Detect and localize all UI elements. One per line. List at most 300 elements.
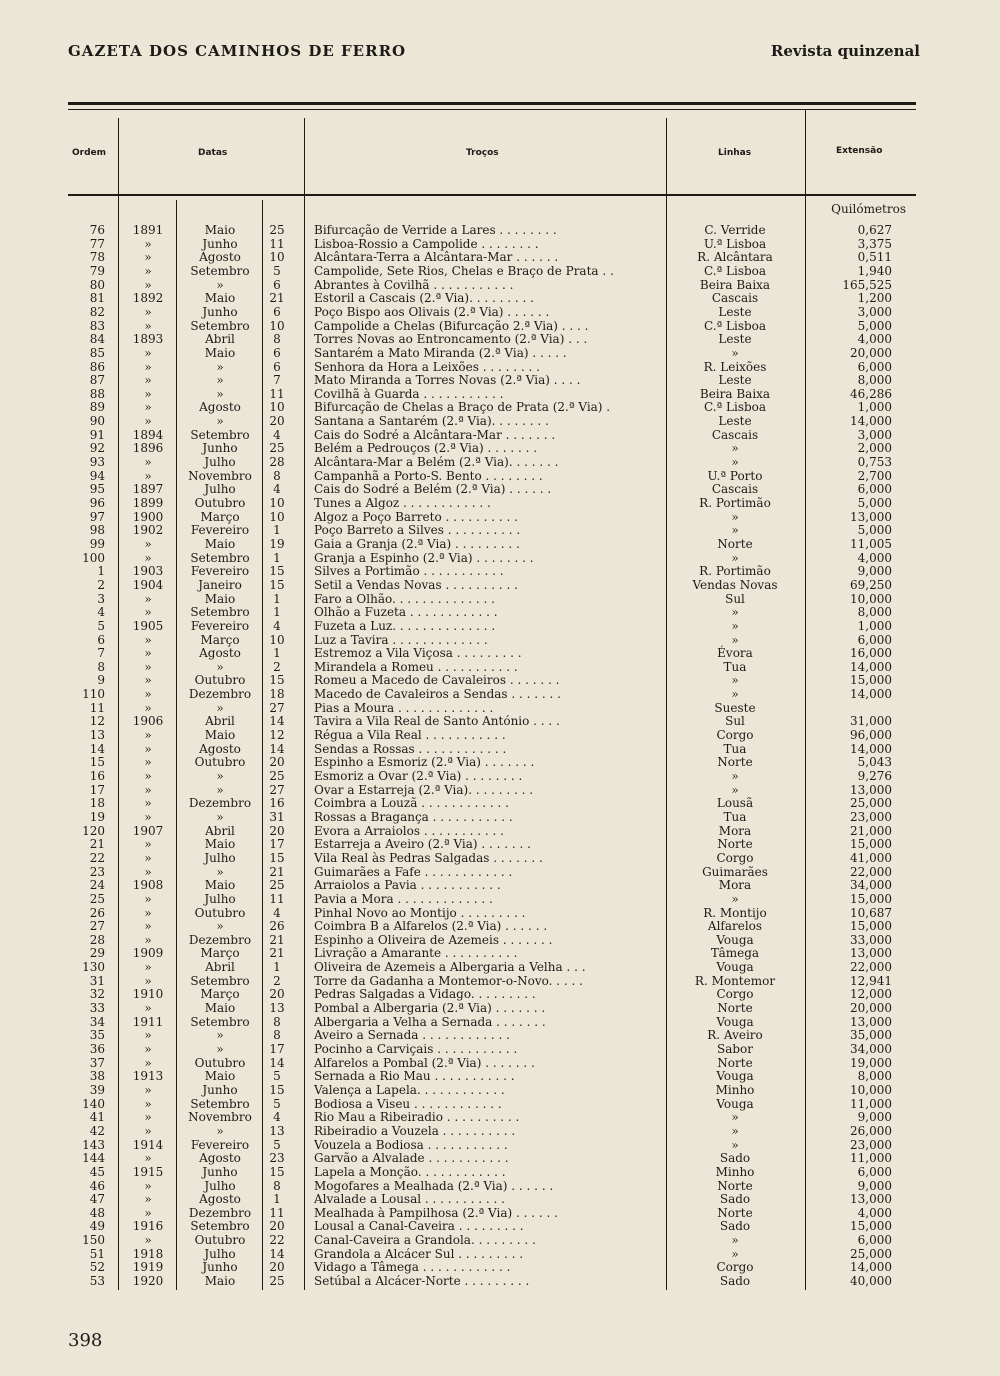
table-row xyxy=(0,825,1000,839)
year-cell: » xyxy=(144,960,152,975)
month-cell: Outubro xyxy=(194,673,246,688)
year-cell: » xyxy=(144,1110,152,1125)
line-cell: Tua xyxy=(723,809,747,824)
day-cell: 10 xyxy=(269,318,285,333)
line-cell: Sado xyxy=(719,1151,751,1166)
day-cell: 20 xyxy=(269,755,285,770)
month-cell: Abril xyxy=(205,332,235,347)
day-cell: 19 xyxy=(269,536,285,551)
day-cell: 15 xyxy=(269,564,285,579)
month-cell: Julho xyxy=(204,1178,236,1193)
table-row xyxy=(0,702,1000,716)
line-cell: Sado xyxy=(719,1192,751,1207)
table-row xyxy=(0,374,1000,388)
table-row xyxy=(0,470,1000,484)
length-cell: 0,627 xyxy=(857,223,892,237)
table-header-rule xyxy=(68,194,916,196)
table-row xyxy=(0,361,1000,375)
length-cell: 9,000 xyxy=(857,564,892,579)
line-cell: » xyxy=(731,769,739,783)
line-cell: Cascais xyxy=(711,482,759,497)
line-cell: Minho xyxy=(715,1164,755,1179)
line-cell: Leste xyxy=(718,304,752,319)
section-cell: Valença a Lapela. . . . . . . . . . . . xyxy=(314,1083,505,1097)
year-cell: » xyxy=(144,1082,152,1097)
length-cell: 11,000 xyxy=(850,1151,892,1166)
ordem-cell: 29 xyxy=(89,946,105,961)
line-cell: Minho xyxy=(715,1082,755,1097)
month-cell: Abril xyxy=(205,960,235,975)
year-cell: » xyxy=(144,837,152,852)
month-cell: Agosto xyxy=(199,646,241,661)
year-cell: 1916 xyxy=(132,1219,164,1234)
section-cell: Estremoz a Vila Viçosa . . . . . . . . . xyxy=(314,647,522,661)
day-cell: 20 xyxy=(269,987,285,1002)
ordem-cell: 79 xyxy=(89,263,105,278)
year-cell: » xyxy=(144,687,152,702)
unit-label: Quilómetros xyxy=(831,202,906,216)
month-cell: Junho xyxy=(202,1082,238,1097)
day-cell: 20 xyxy=(269,414,285,429)
month-cell: Setembro xyxy=(190,427,250,442)
month-cell: » xyxy=(216,359,224,374)
ordem-cell: 14 xyxy=(89,741,105,756)
ordem-cell: 42 xyxy=(89,1123,105,1138)
year-cell: » xyxy=(144,728,152,743)
table-row xyxy=(0,620,1000,634)
section-cell: Esmoriz a Ovar (2.ª Via) . . . . . . . . xyxy=(314,770,523,783)
day-cell: 11 xyxy=(269,891,285,906)
ordem-cell: 35 xyxy=(89,1028,105,1043)
day-cell: 1 xyxy=(273,605,281,620)
line-cell: U.ª Lisboa xyxy=(703,236,767,251)
table-row xyxy=(0,483,1000,497)
table-row xyxy=(0,1043,1000,1057)
line-cell: Tâmega xyxy=(710,946,760,961)
section-cell: Bifurcação de Verride a Lares . . . . . . . . xyxy=(314,224,557,237)
day-cell: 1 xyxy=(273,960,281,975)
line-cell: R. Leixões xyxy=(703,359,767,374)
length-cell: 34,000 xyxy=(850,1042,892,1056)
table-top-rule-thin xyxy=(68,109,916,110)
length-cell: 23,000 xyxy=(850,1137,892,1152)
section-cell: Coimbra B a Alfarelos (2.ª Via) . . . . . . xyxy=(314,920,548,934)
line-cell: Norte xyxy=(717,1205,753,1220)
journal-title: GAZETA DOS CAMINHOS DE FERRO xyxy=(68,42,407,60)
ordem-cell: 27 xyxy=(89,919,105,934)
table-row xyxy=(0,852,1000,866)
ordem-cell: 97 xyxy=(89,509,105,524)
section-cell: Romeu a Macedo de Cavaleiros . . . . . . . xyxy=(314,674,560,688)
ordem-cell: 13 xyxy=(89,728,105,743)
day-cell: 15 xyxy=(269,1164,285,1179)
section-cell: Campolide a Chelas (Bifurcação 2.ª Via) . . . . xyxy=(314,319,589,333)
section-cell: Pombal a Albergaria (2.ª Via) . . . . . . . xyxy=(314,1002,546,1016)
line-cell: Corgo xyxy=(716,1260,754,1275)
day-cell: 4 xyxy=(273,618,281,633)
column-header-linhas: Linhas xyxy=(718,148,752,158)
day-cell: 14 xyxy=(269,741,285,756)
year-cell: » xyxy=(144,359,152,374)
line-cell: Mora xyxy=(718,878,752,893)
year-cell: » xyxy=(144,591,152,606)
section-cell: Alfarelos a Pombal (2.ª Via) . . . . . . . xyxy=(314,1056,535,1070)
day-cell: 5 xyxy=(273,1096,281,1111)
table-row xyxy=(0,456,1000,470)
ordem-cell: 88 xyxy=(89,386,105,401)
year-cell: » xyxy=(144,755,152,770)
table-row xyxy=(0,634,1000,648)
length-cell: 4,000 xyxy=(857,1205,892,1220)
line-cell: Corgo xyxy=(716,850,754,865)
length-cell: 13,000 xyxy=(850,782,892,797)
day-cell: 11 xyxy=(269,1205,285,1220)
ordem-cell: 4 xyxy=(97,605,105,620)
year-cell: » xyxy=(144,1123,152,1138)
ordem-cell: 48 xyxy=(89,1205,105,1220)
length-cell: 11,000 xyxy=(850,1096,892,1111)
year-cell: 1911 xyxy=(132,1014,164,1029)
ordem-cell: 12 xyxy=(89,714,105,729)
month-cell: Maio xyxy=(204,291,236,306)
ordem-cell: 45 xyxy=(89,1164,105,1179)
year-cell: » xyxy=(144,782,152,797)
line-cell: Leste xyxy=(718,332,752,347)
month-cell: Dezembro xyxy=(188,796,252,811)
ordem-cell: 34 xyxy=(89,1014,105,1029)
ordem-cell: 81 xyxy=(89,291,105,306)
section-cell: Tunes a Algoz . . . . . . . . . . . . xyxy=(314,497,491,510)
ordem-cell: 18 xyxy=(89,796,105,811)
length-cell: 15,000 xyxy=(850,673,892,688)
day-cell: 12 xyxy=(269,728,285,743)
section-cell: Torre da Gadanha a Montemor-o-Novo. . . . . xyxy=(314,974,583,988)
day-cell: 1 xyxy=(273,591,281,606)
month-cell: » xyxy=(216,700,224,715)
month-cell: Maio xyxy=(204,878,236,893)
month-cell: Fevereiro xyxy=(190,1137,250,1152)
table-row xyxy=(0,333,1000,347)
length-cell: 10,687 xyxy=(850,905,892,920)
ordem-cell: 39 xyxy=(89,1082,105,1097)
table-row xyxy=(0,320,1000,334)
length-cell: 5,000 xyxy=(857,523,892,538)
day-cell: 15 xyxy=(269,577,285,592)
day-cell: 25 xyxy=(269,223,285,237)
year-cell: 1902 xyxy=(132,523,164,538)
length-cell: 16,000 xyxy=(850,646,892,661)
ordem-cell: 16 xyxy=(89,769,105,783)
year-cell: » xyxy=(144,809,152,824)
table-row xyxy=(0,1002,1000,1016)
line-cell: Évora xyxy=(717,646,753,661)
table-row xyxy=(0,538,1000,552)
line-cell: » xyxy=(731,891,739,906)
year-cell: » xyxy=(144,891,152,906)
length-cell: 11,005 xyxy=(850,536,892,551)
month-cell: Maio xyxy=(204,1069,236,1084)
ordem-cell: 89 xyxy=(89,400,105,415)
ordem-cell: 7 xyxy=(97,646,105,661)
year-cell: 1896 xyxy=(132,441,164,456)
line-cell: Vouga xyxy=(716,932,754,947)
month-cell: Agosto xyxy=(199,1151,241,1166)
month-cell: Agosto xyxy=(199,1192,241,1207)
section-cell: Poço Bispo aos Olivais (2.ª Via) . . . . . . xyxy=(314,305,550,319)
year-cell: 1919 xyxy=(132,1260,164,1275)
table-row xyxy=(0,838,1000,852)
line-cell: Norte xyxy=(717,755,753,770)
ordem-cell: 83 xyxy=(89,318,105,333)
length-cell: 13,000 xyxy=(850,509,892,524)
month-cell: Outubro xyxy=(194,1055,246,1070)
day-cell: 14 xyxy=(269,1246,285,1261)
year-cell: » xyxy=(144,1192,152,1207)
day-cell: 4 xyxy=(273,905,281,920)
length-cell: 14,000 xyxy=(850,687,892,702)
day-cell: 28 xyxy=(269,455,285,470)
year-cell: 1918 xyxy=(132,1246,164,1261)
table-row xyxy=(0,292,1000,306)
year-cell: » xyxy=(144,236,152,251)
year-cell: 1909 xyxy=(132,946,164,961)
length-cell: 20,000 xyxy=(850,345,892,360)
month-cell: Setembro xyxy=(190,550,250,565)
table-row xyxy=(0,674,1000,688)
section-cell: Mealhada à Pampilhosa (2.ª Via) . . . . . . xyxy=(314,1206,558,1220)
day-cell: 11 xyxy=(269,236,285,251)
table-row xyxy=(0,593,1000,607)
line-cell: Tua xyxy=(723,659,747,674)
length-cell: 1,000 xyxy=(857,618,892,633)
line-cell: » xyxy=(731,1123,739,1138)
month-cell: » xyxy=(216,1123,224,1138)
month-cell: Agosto xyxy=(199,400,241,415)
year-cell: 1894 xyxy=(132,427,164,442)
length-cell: 33,000 xyxy=(850,932,892,947)
ordem-cell: 96 xyxy=(89,496,105,510)
month-cell: » xyxy=(216,809,224,824)
length-cell: 40,000 xyxy=(850,1274,892,1289)
table-row xyxy=(0,743,1000,757)
line-cell: C. Verride xyxy=(704,223,766,237)
ordem-cell: 49 xyxy=(89,1219,105,1234)
day-cell: 1 xyxy=(273,523,281,538)
ordem-cell: 19 xyxy=(89,809,105,824)
table-row xyxy=(0,688,1000,702)
ordem-cell: 25 xyxy=(89,891,105,906)
year-cell: 1913 xyxy=(132,1069,164,1084)
table-row xyxy=(0,1057,1000,1071)
length-cell: 14,000 xyxy=(850,1260,892,1275)
section-cell: Aveiro a Sernada . . . . . . . . . . . . xyxy=(314,1029,510,1043)
month-cell: Junho xyxy=(202,1164,238,1179)
ordem-cell: 100 xyxy=(82,550,105,565)
year-cell: 1900 xyxy=(132,509,164,524)
table-row xyxy=(0,442,1000,456)
year-cell: » xyxy=(144,400,152,415)
day-cell: 8 xyxy=(273,468,281,483)
table-row xyxy=(0,388,1000,402)
ordem-cell: 11 xyxy=(89,700,105,715)
length-cell: 5,043 xyxy=(857,755,892,770)
section-cell: Sendas a Rossas . . . . . . . . . . . . xyxy=(314,742,507,756)
month-cell: Maio xyxy=(204,837,236,852)
year-cell: » xyxy=(144,769,152,783)
length-cell: 14,000 xyxy=(850,659,892,674)
line-cell: Corgo xyxy=(716,728,754,743)
table-row xyxy=(0,784,1000,798)
table-row xyxy=(0,1180,1000,1194)
line-cell: Leste xyxy=(718,414,752,429)
line-cell: Norte xyxy=(717,1178,753,1193)
section-cell: Poço Barreto a Silves . . . . . . . . . . xyxy=(314,524,521,538)
month-cell: Janeiro xyxy=(198,577,242,592)
table-row xyxy=(0,1220,1000,1234)
length-cell: 10,000 xyxy=(850,1082,892,1097)
section-cell: Tavira a Vila Real de Santo António . . . . xyxy=(314,715,560,729)
ordem-cell: 98 xyxy=(89,523,105,538)
length-cell: 6,000 xyxy=(857,1164,892,1179)
ordem-cell: 77 xyxy=(89,236,105,251)
line-cell: Alfarelos xyxy=(707,919,763,934)
line-cell: Cascais xyxy=(711,427,759,442)
year-cell: » xyxy=(144,919,152,934)
day-cell: 5 xyxy=(273,263,281,278)
length-cell: 5,000 xyxy=(857,496,892,510)
month-cell: Maio xyxy=(204,536,236,551)
ordem-cell: 8 xyxy=(97,659,105,674)
ordem-cell: 91 xyxy=(89,427,105,442)
length-cell: 10,000 xyxy=(850,591,892,606)
table-row xyxy=(0,729,1000,743)
length-cell: 96,000 xyxy=(850,728,892,743)
day-cell: 8 xyxy=(273,332,281,347)
year-cell: » xyxy=(144,414,152,429)
ordem-cell: 36 xyxy=(89,1042,105,1056)
length-cell: 9,000 xyxy=(857,1110,892,1125)
month-cell: Junho xyxy=(202,441,238,456)
table-row xyxy=(0,907,1000,921)
ordem-cell: 90 xyxy=(89,414,105,429)
month-cell: Maio xyxy=(204,728,236,743)
month-cell: Fevereiro xyxy=(190,564,250,579)
length-cell: 25,000 xyxy=(850,1246,892,1261)
year-cell: 1908 xyxy=(132,878,164,893)
year-cell: » xyxy=(144,250,152,265)
month-cell: Setembro xyxy=(190,1096,250,1111)
ordem-cell: 23 xyxy=(89,864,105,879)
day-cell: 10 xyxy=(269,400,285,415)
line-cell: Leste xyxy=(718,373,752,388)
length-cell: 3,000 xyxy=(857,427,892,442)
ordem-cell: 95 xyxy=(89,482,105,497)
length-cell: 22,000 xyxy=(850,960,892,975)
day-cell: 10 xyxy=(269,496,285,510)
ordem-cell: 92 xyxy=(89,441,105,456)
month-cell: Maio xyxy=(204,1001,236,1016)
day-cell: 21 xyxy=(269,864,285,879)
month-cell: Setembro xyxy=(190,1014,250,1029)
table-row xyxy=(0,1152,1000,1166)
month-cell: Março xyxy=(200,946,240,961)
length-cell: 23,000 xyxy=(850,809,892,824)
length-cell: 6,000 xyxy=(857,1233,892,1248)
line-cell: U.ª Porto xyxy=(707,468,763,483)
ordem-cell: 1 xyxy=(97,564,105,579)
ordem-cell: 28 xyxy=(89,932,105,947)
day-cell: 25 xyxy=(269,1274,285,1289)
table-row xyxy=(0,415,1000,429)
table-row xyxy=(0,524,1000,538)
month-cell: Abril xyxy=(205,823,235,838)
length-cell: 5,000 xyxy=(857,318,892,333)
section-cell: Bodiosa a Viseu . . . . . . . . . . . . xyxy=(314,1097,502,1111)
line-cell: Beira Baixa xyxy=(699,277,771,292)
length-cell: 41,000 xyxy=(850,850,892,865)
month-cell: Julho xyxy=(204,455,236,470)
line-cell: Norte xyxy=(717,1001,753,1016)
line-cell: Vouga xyxy=(716,1096,754,1111)
line-cell: R. Portimão xyxy=(699,564,771,579)
day-cell: 6 xyxy=(273,345,281,360)
ordem-cell: 2 xyxy=(97,577,105,592)
ordem-cell: 33 xyxy=(89,1001,105,1016)
ordem-cell: 99 xyxy=(89,536,105,551)
table-row xyxy=(0,401,1000,415)
section-cell: Faro a Olhão. . . . . . . . . . . . . . xyxy=(314,592,495,606)
year-cell: 1906 xyxy=(132,714,164,729)
table-row xyxy=(0,893,1000,907)
day-cell: 16 xyxy=(269,796,285,811)
section-cell: Olhão a Fuzeta . . . . . . . . . . . . xyxy=(314,606,498,620)
month-cell: Novembro xyxy=(188,468,252,483)
length-cell: 13,000 xyxy=(850,946,892,961)
day-cell: 27 xyxy=(269,782,285,797)
ordem-cell: 94 xyxy=(89,468,105,483)
length-cell: 9,000 xyxy=(857,1178,892,1193)
day-cell: 6 xyxy=(273,359,281,374)
table-row xyxy=(0,879,1000,893)
ordem-cell: 82 xyxy=(89,304,105,319)
day-cell: 5 xyxy=(273,1069,281,1084)
section-cell: Pinhal Novo ao Montijo . . . . . . . . . xyxy=(314,906,526,920)
line-cell: » xyxy=(731,509,739,524)
year-cell: 1915 xyxy=(132,1164,164,1179)
year-cell: » xyxy=(144,345,152,360)
length-cell: 46,286 xyxy=(850,386,892,401)
line-cell: » xyxy=(731,1246,739,1261)
year-cell: 1905 xyxy=(132,618,164,633)
year-cell: 1903 xyxy=(132,564,164,579)
section-cell: Ribeiradio a Vouzela . . . . . . . . . . xyxy=(314,1124,516,1138)
table-row xyxy=(0,552,1000,566)
ordem-cell: 47 xyxy=(89,1192,105,1207)
day-cell: 20 xyxy=(269,823,285,838)
day-cell: 15 xyxy=(269,850,285,865)
month-cell: Fevereiro xyxy=(190,523,250,538)
ordem-cell: 41 xyxy=(89,1110,105,1125)
ordem-cell: 93 xyxy=(89,455,105,470)
table-row xyxy=(0,1207,1000,1221)
section-cell: Ovar a Estarreja (2.ª Via). . . . . . . . . xyxy=(314,783,534,797)
length-cell: 2,000 xyxy=(857,441,892,456)
section-cell: Lapela a Monção. . . . . . . . . . . . xyxy=(314,1165,506,1179)
year-cell: 1891 xyxy=(132,223,164,237)
table-top-rule xyxy=(68,102,916,105)
year-cell: » xyxy=(144,850,152,865)
day-cell: 17 xyxy=(269,837,285,852)
